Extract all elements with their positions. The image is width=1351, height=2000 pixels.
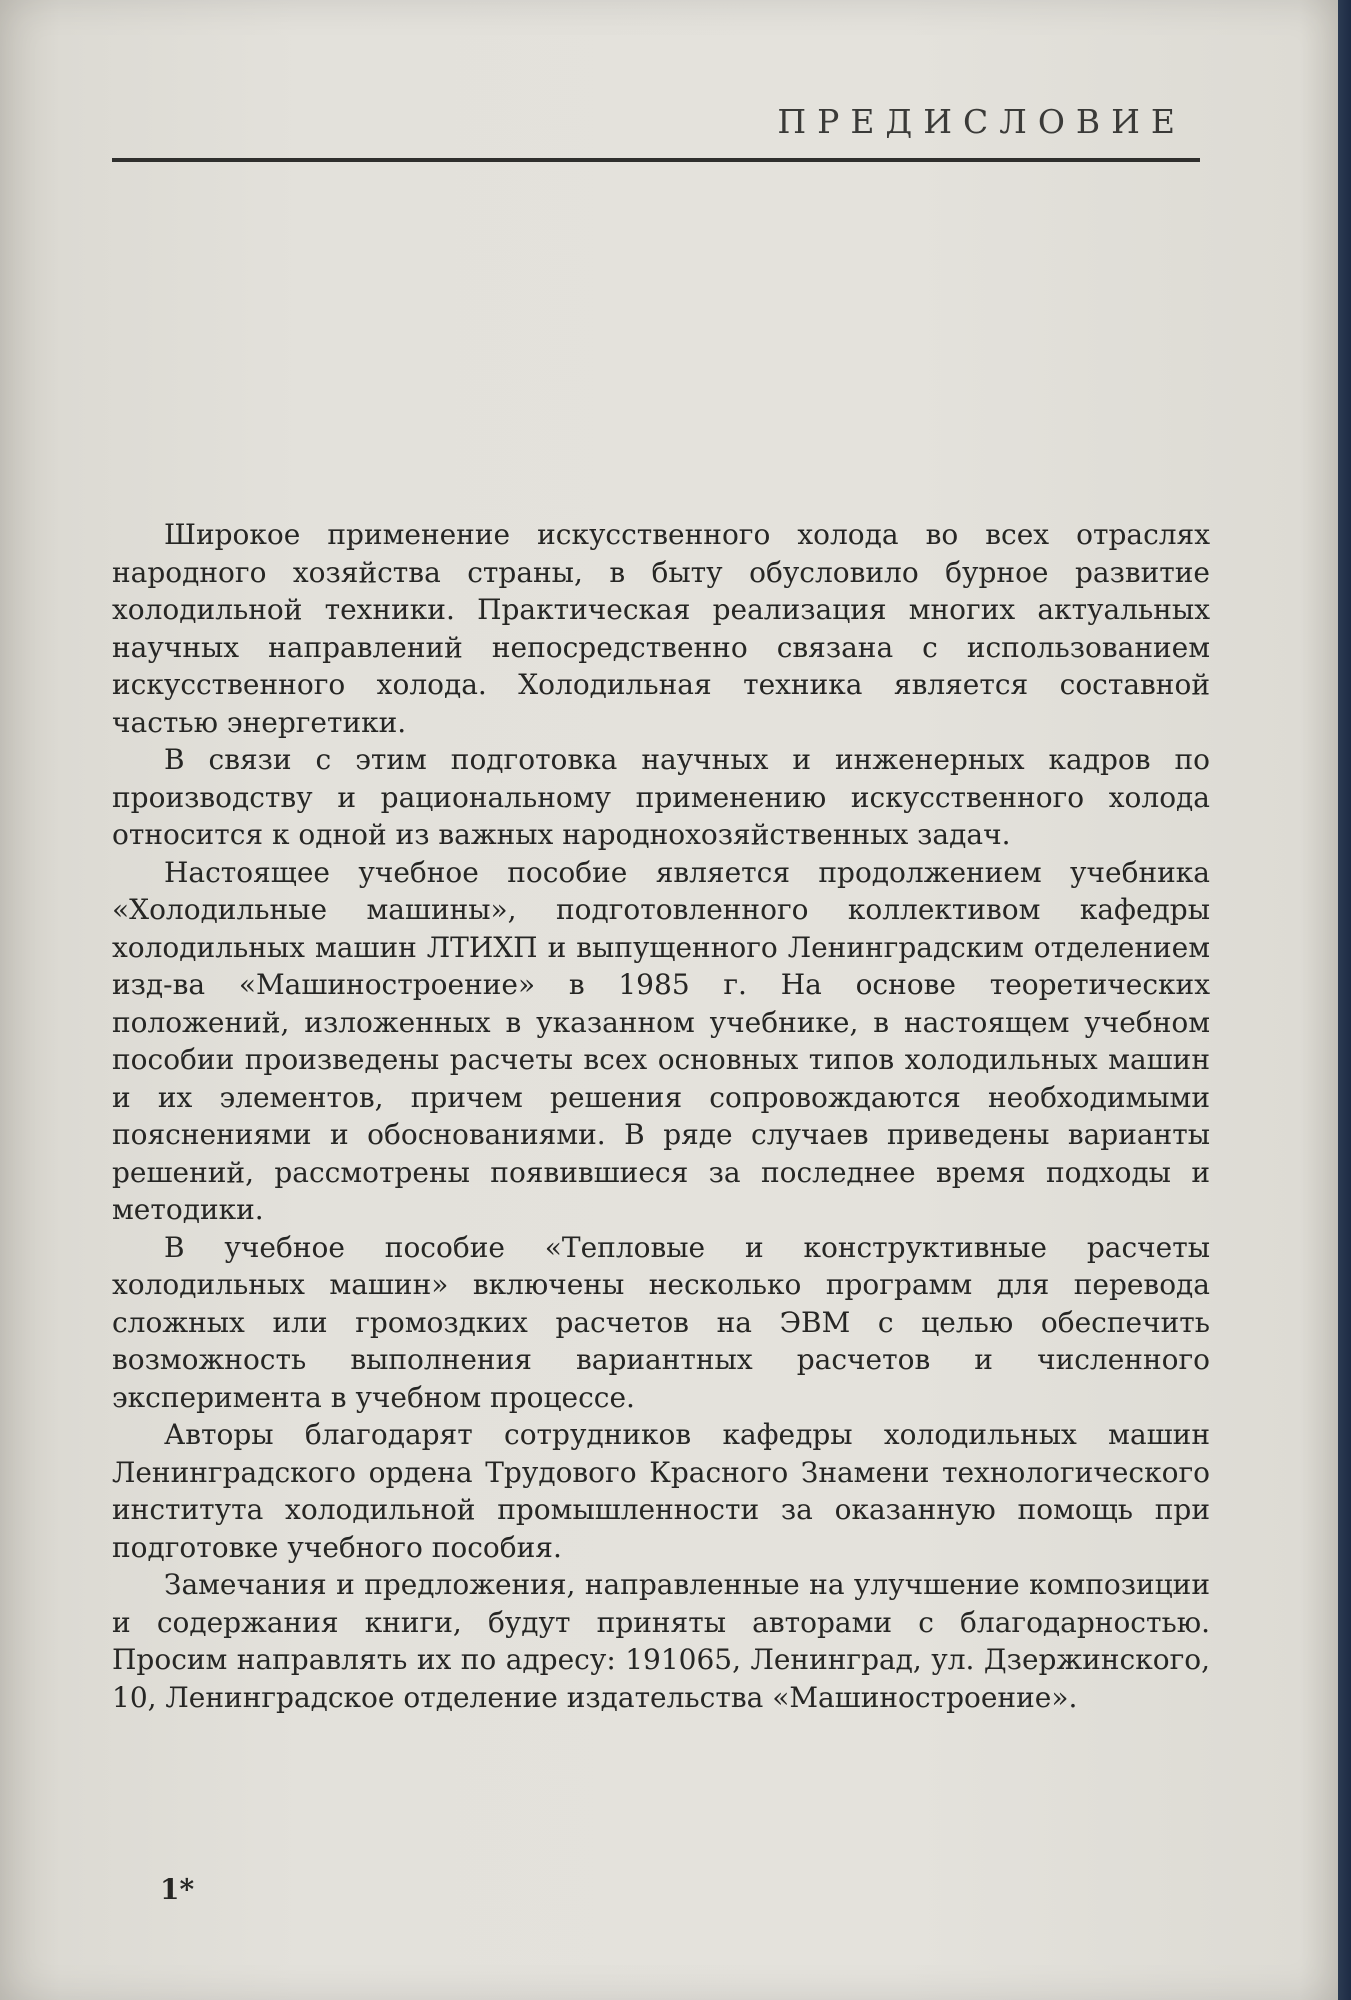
body-text bbox=[112, 516, 1210, 1716]
paragraph: Авторы благодарят сотрудников кафедры холодильных машин Ленинградского ордена Трудового Красного Знамени технологического института холодильной промышленности за оказанную помощь при подготовке учебного пособия. bbox=[112, 1418, 1210, 1564]
section-title: ПРЕДИСЛОВИЕ bbox=[777, 102, 1186, 141]
book-cover-edge bbox=[1338, 0, 1351, 2000]
paragraph: Широкое применение искусственного холода во всех отраслях народного хозяйства страны, в быту обусловило бурное развитие холодильной техники. Практическая реализация многих актуальных научных направлений непосредственно связана с использованием искусственного холода. Холодильная техника является составной частью энергетики. bbox=[112, 518, 1210, 739]
paragraph: В связи с этим подготовка научных и инженерных кадров по производству и рациональному применению искусственного холода относится к одной из важных народнохозяйственных задач. bbox=[112, 743, 1210, 851]
paragraph: В учебное пособие «Тепловые и конструктивные расчеты холодильных машин» включены несколько программ для перевода сложных или громоздких расчетов на ЭВМ с целью обеспечить возможность выполнения вариантных расчетов и численного эксперимента в учебном процессе. bbox=[112, 1230, 1210, 1414]
header-divider bbox=[112, 158, 1200, 162]
paragraph: Настоящее учебное пособие является продолжением учебника «Холодильные машины», подготовленного коллективом кафедры холодильных машин ЛТИХП и выпущенного Ленинградским отделением изд-ва «Машиностроение» в 1985 г. На основе теоретических положений, изложенных в указанном учебнике, в настоящем учебном пособии произведены расчеты всех основных типов холодильных машин и их элементов, причем решения сопровождаются необходимыми пояснениями и обоснованиями. В ряде случаев приведены варианты решений, рассмотрены появившиеся за последнее время подходы и методики. bbox=[112, 855, 1210, 1226]
page-number: 1* bbox=[160, 1873, 195, 1906]
paragraph: Замечания и предложения, направленные на улучшение композиции и содержания книги, будут приняты авторами с благодарностью. Просим направлять их по адресу: 191065, Ленинград, ул. Дзержинского, 10, Ленинградское отделение издательства «Машиностроение». bbox=[112, 1568, 1210, 1714]
